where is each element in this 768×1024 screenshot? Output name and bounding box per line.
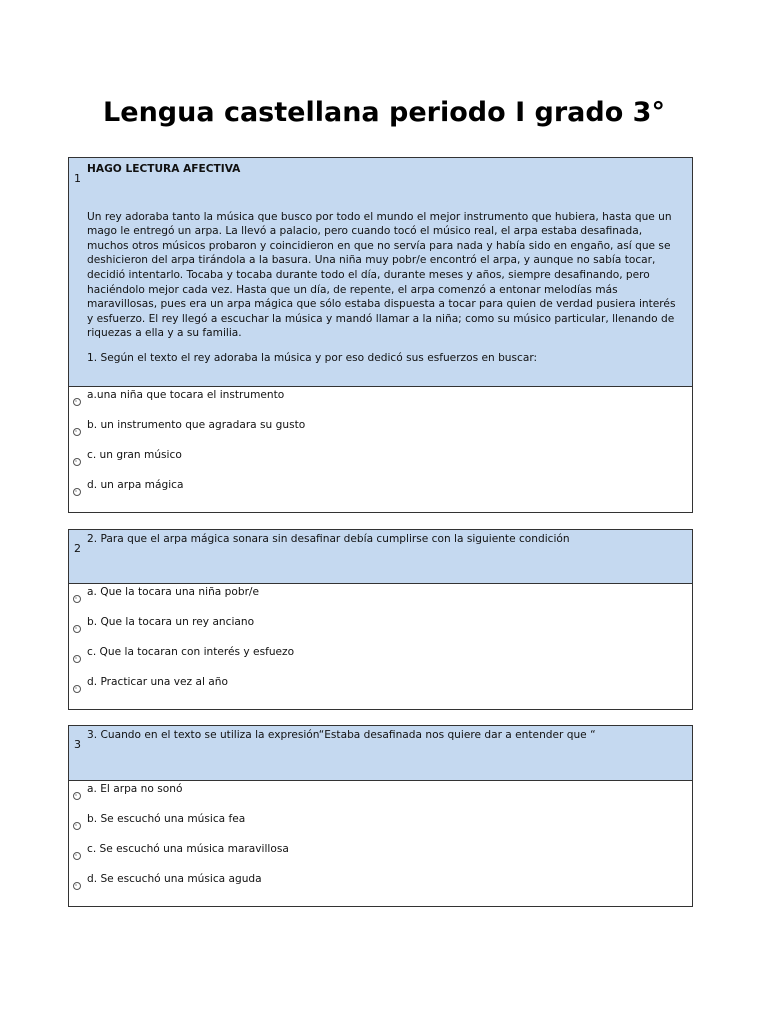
question-number: 1 bbox=[74, 172, 81, 185]
question-2-header bbox=[69, 530, 692, 584]
answer-option-d[interactable] bbox=[69, 479, 692, 509]
question-3-header bbox=[69, 726, 692, 781]
answer-option-label: b. Que la tocara un rey anciano bbox=[87, 616, 255, 628]
answer-option-c[interactable] bbox=[69, 646, 692, 676]
radio-button-icon[interactable] bbox=[73, 655, 81, 663]
answer-option-label: d. un arpa mágica bbox=[87, 479, 184, 491]
question-2 bbox=[68, 529, 693, 710]
radio-button-icon[interactable] bbox=[73, 488, 81, 496]
reading-passage: Un rey adoraba tanto la música que busco por todo el mundo el mejor instrumento que hubiera, hasta que un mago le entregó un arpa. La llevó a palacio, pero cuando tocó el músico real, el arpa estaba desafinada, muchos otros músicos probaron y coincidieron en que no servía para nada y había sido en engaño, así que se deshicieron del arpa tirándola a la basura. Una niña muy pobr/e encontró el arpa, y aunque no sabía tocar, decidió intentarlo. Tocaba y tocaba durante todo el día, durante meses y años, siempre desafinando, pero haciéndolo mejor cada vez. Hasta que un día, de repente, el arpa comenzó a entonar melodías más maravillosas, pues era un arpa mágica que sólo estaba dispuesta a tocar para quien de verdad pusiera interés y esfuerzo. El rey llegó a escuchar la música y mandó llamar a la niña; como su músico particular, llenando de riquezas a ella y a su familia. bbox=[87, 210, 676, 340]
question-stem: 1. Según el texto el rey adoraba la música y por eso dedicó sus esfuerzos en buscar: bbox=[87, 351, 538, 364]
radio-button-icon[interactable] bbox=[73, 882, 81, 890]
page-title: Lengua castellana periodo I grado 3° bbox=[103, 97, 665, 128]
answer-option-c[interactable] bbox=[69, 843, 692, 873]
answer-option-c[interactable] bbox=[69, 449, 692, 479]
question-1 bbox=[68, 157, 693, 513]
answer-option-label: c. un gran músico bbox=[87, 449, 182, 461]
question-3 bbox=[68, 725, 693, 907]
radio-button-icon[interactable] bbox=[73, 625, 81, 633]
answer-option-label: b. un instrumento que agradara su gusto bbox=[87, 419, 306, 431]
answer-option-label: a. Que la tocara una niña pobr/e bbox=[87, 586, 260, 598]
section-heading: HAGO LECTURA AFECTIVA bbox=[87, 163, 241, 175]
radio-button-icon[interactable] bbox=[73, 792, 81, 800]
answer-option-a[interactable] bbox=[69, 783, 692, 813]
question-stem: 2. Para que el arpa mágica sonara sin desafinar debía cumplirse con la siguiente condición bbox=[87, 533, 570, 545]
answer-option-d[interactable] bbox=[69, 873, 692, 903]
answer-option-label: b. Se escuchó una música fea bbox=[87, 813, 246, 825]
answer-option-label: a. El arpa no sonó bbox=[87, 783, 183, 795]
answer-option-a[interactable] bbox=[69, 586, 692, 616]
answer-option-label: d. Se escuchó una música aguda bbox=[87, 873, 262, 885]
radio-button-icon[interactable] bbox=[73, 822, 81, 830]
radio-button-icon[interactable] bbox=[73, 398, 81, 406]
answer-option-label: c. Se escuchó una música maravillosa bbox=[87, 843, 289, 855]
answer-option-b[interactable] bbox=[69, 419, 692, 449]
answer-option-label: a.una niña que tocara el instrumento bbox=[87, 389, 285, 401]
answer-option-label: d. Practicar una vez al año bbox=[87, 676, 228, 688]
question-number: 3 bbox=[74, 738, 81, 751]
radio-button-icon[interactable] bbox=[73, 595, 81, 603]
question-number: 2 bbox=[74, 542, 81, 555]
question-2-content bbox=[87, 532, 684, 547]
question-1-content bbox=[87, 162, 684, 366]
radio-button-icon[interactable] bbox=[73, 685, 81, 693]
question-3-content bbox=[87, 728, 684, 743]
answer-option-b[interactable] bbox=[69, 813, 692, 843]
radio-button-icon[interactable] bbox=[73, 428, 81, 436]
answer-option-d[interactable] bbox=[69, 676, 692, 706]
question-1-header bbox=[69, 158, 692, 387]
question-stem: 3. Cuando en el texto se utiliza la expresión“Estaba desafinada nos quiere dar a entender que “ bbox=[87, 729, 596, 741]
answer-option-b[interactable] bbox=[69, 616, 692, 646]
answer-option-label: c. Que la tocaran con interés y esfuezo bbox=[87, 646, 295, 658]
radio-button-icon[interactable] bbox=[73, 458, 81, 466]
answer-option-a[interactable] bbox=[69, 389, 692, 419]
radio-button-icon[interactable] bbox=[73, 852, 81, 860]
